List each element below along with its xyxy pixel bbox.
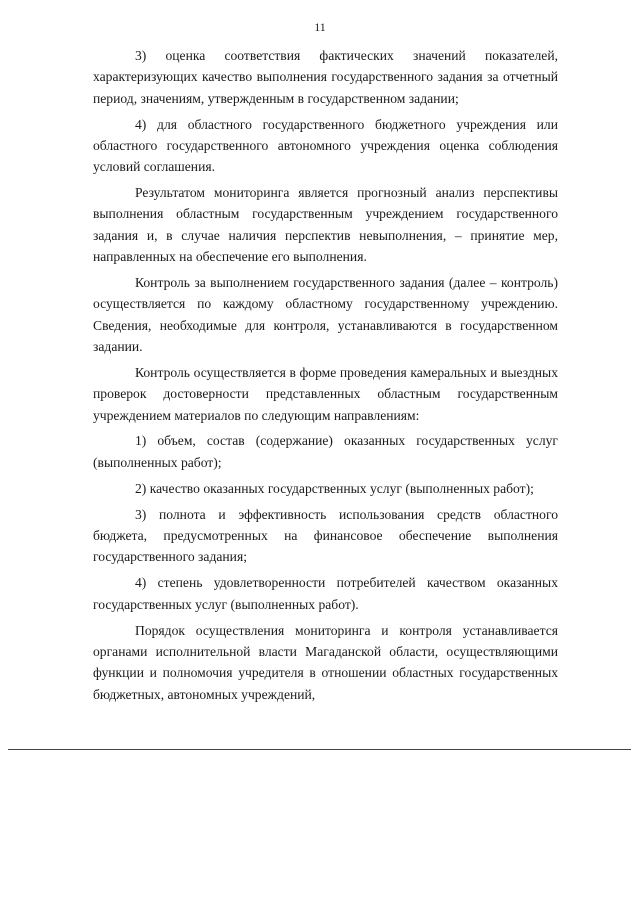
paragraph-control-form: Контроль осуществляется в форме проведения камеральных и выездных проверок достоверности представленных областным государственным учреждением материалов по следующим направлениям: [93,364,558,423]
paragraph-control-definition: Контроль за выполнением государственного задания (далее – контроль) осуществляется по каждому областному государственному учреждению. Сведения, необходимые для контроля, устанавливаются в государственном задании. [93,275,558,354]
document-body [93,45,558,709]
paragraph-item-4-agreement: 4) для областного государственного бюджетного учреждения или областного государственного автономного учреждения оценка соблюдения условий соглашения. [93,116,558,175]
paragraph-direction-4: 4) степень удовлетворенности потребителей качеством оказанных государственных услуг (выполненных работ). [93,575,558,612]
paragraph-direction-1: 1) объем, состав (содержание) оказанных государственных услуг (выполненных работ); [93,433,558,470]
paragraph-direction-2: 2) качество оказанных государственных услуг (выполненных работ); [135,480,534,496]
page-bottom-divider [8,749,631,750]
paragraph-direction-3: 3) полнота и эффективность использования средств областного бюджета, предусмотренных на финансовое обеспечение выполнения государственного задания; [93,506,558,565]
paragraph-monitoring-result: Результатом мониторинга является прогнозный анализ перспективы выполнения областным государственным учреждением государственного задания и, в случае наличия перспектив невыполнения, – принятие мер, направленных на обеспечение его выполнения. [93,185,558,265]
paragraph-procedure: Порядок осуществления мониторинга и контроля устанавливается органами исполнительной власти Магаданской области, осуществляющими функции и полномочия учредителя в отношении областных государственных бюджетных, автономных учреждений, [93,622,558,702]
paragraph-item-3-assessment: 3) оценка соответствия фактических значений показателей, характеризующих качество выполнения государственного задания за отчетный период, значениям, утвержденным в государственном задании; [93,48,558,106]
page-number: 11 [314,20,326,34]
